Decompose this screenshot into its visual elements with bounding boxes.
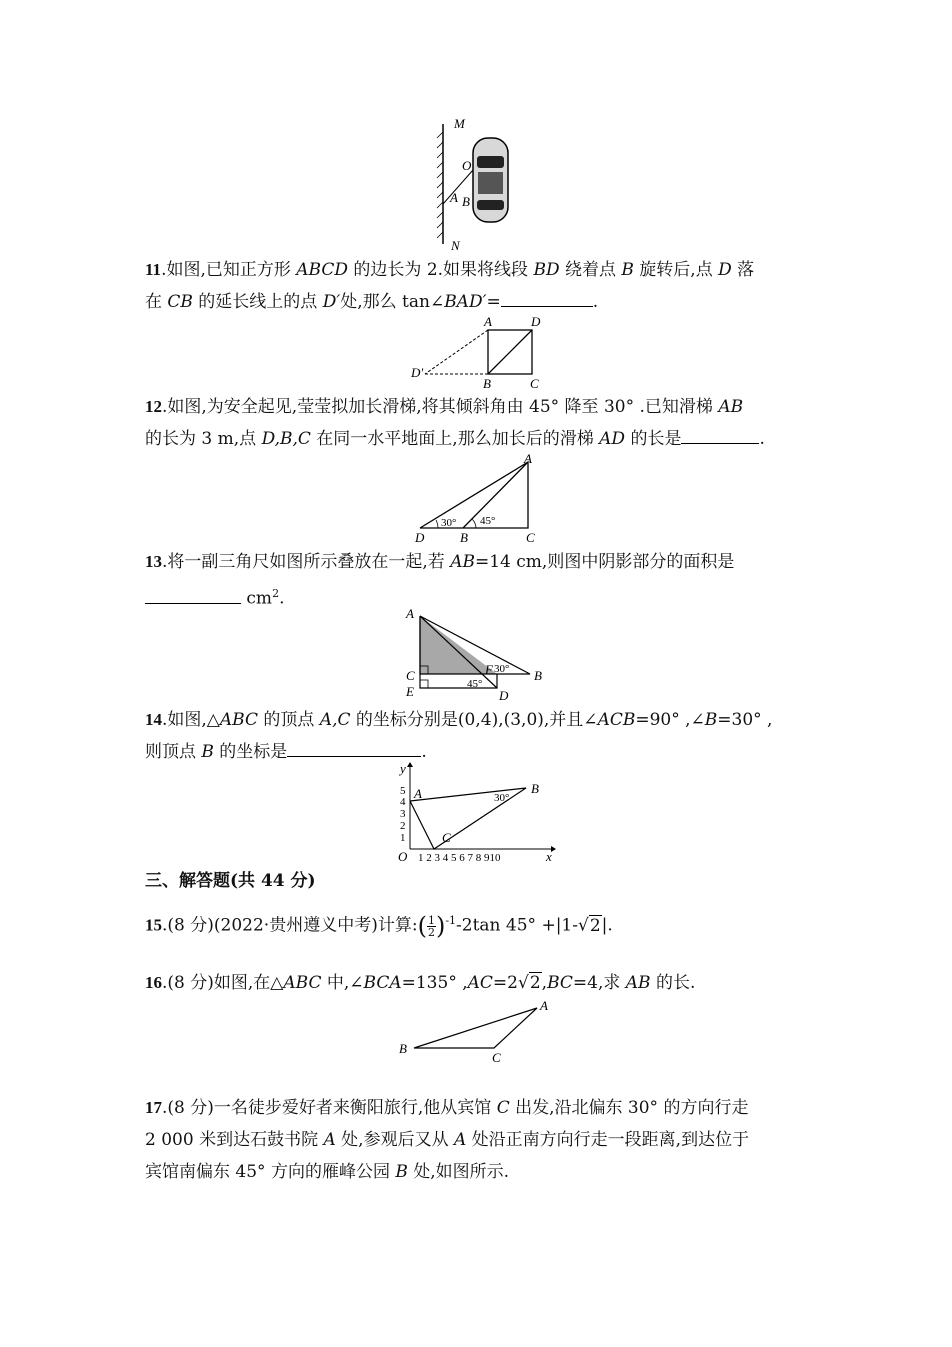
q11-text: 绕着点	[559, 260, 622, 280]
question-15	[145, 905, 810, 942]
angle-30-label: 30°	[494, 792, 510, 804]
q11-text: ABCD	[296, 260, 349, 280]
q13-text: .将一副三角尺如图所示叠放在一起,若	[162, 552, 451, 572]
q14-text: 的坐标分别是(0,4),(3,0),并且∠	[350, 710, 598, 730]
q14-text: A,C	[319, 710, 351, 730]
y-axis-label: y	[400, 761, 406, 776]
q12-answer-blank[interactable]	[681, 425, 759, 444]
q16-text: =4,求	[572, 973, 626, 993]
q17-line2	[145, 1124, 810, 1156]
question-12	[145, 391, 810, 455]
label-c: C	[530, 376, 539, 391]
q17-text: 宾馆南偏东 45° 方向的雁峰公园	[145, 1162, 396, 1182]
q11-text: 在	[145, 292, 168, 312]
q17-text: A	[453, 1130, 467, 1150]
label-c: C	[492, 1050, 501, 1065]
q14-text: =90° ,∠	[635, 710, 705, 730]
q17-number: 17	[145, 1098, 162, 1117]
label-d: D	[415, 530, 425, 545]
q15-sqrt-value: 2	[589, 915, 601, 936]
q11-text: 的边长为 2.如果将线段	[348, 260, 534, 280]
q15-number: 15	[145, 915, 162, 935]
y-tick-5: 5	[400, 785, 406, 797]
angle-30-label: 30°	[494, 663, 510, 675]
q14-text: ABC	[219, 710, 258, 730]
q12-text: AD	[599, 429, 626, 449]
question-11	[145, 254, 810, 318]
y-tick-3: 3	[400, 808, 406, 820]
q11-answer-blank[interactable]	[501, 288, 593, 307]
q11-text: CB	[167, 292, 193, 312]
q13-text: =14 cm,则图中阴影部分的面积是	[475, 552, 735, 572]
q16-text: =135° ,	[401, 973, 468, 993]
q11-text: BAD′	[444, 292, 487, 312]
q17-text: 出发,沿北偏东 30° 的方向行走	[509, 1098, 749, 1118]
q11-text: 处,那么 tan∠	[340, 292, 445, 312]
q15-text: |.	[601, 915, 613, 936]
q12-text: 在同一水平地面上,那么加长后的滑梯	[310, 429, 600, 449]
q14-text: 的顶点	[257, 710, 320, 730]
label-a: A	[540, 998, 548, 1013]
question-16	[145, 967, 810, 999]
section-3-title: 三、解答题(共 44 分)	[145, 871, 316, 891]
q13-unit-sup: 2	[272, 587, 280, 600]
square-figure	[405, 312, 555, 392]
q11-text: D′	[322, 292, 341, 312]
q15-line1	[145, 905, 810, 942]
q11-text: 落	[731, 260, 755, 280]
q16-text: .(8 分)如图,在△	[162, 973, 284, 993]
q11-line1	[145, 254, 810, 286]
q17-line3	[145, 1156, 810, 1188]
q14-text: B	[201, 742, 214, 762]
label-c: C	[442, 830, 451, 845]
label-c: C	[526, 530, 535, 545]
q17-text: 处,参观后又从	[335, 1130, 454, 1150]
angle-30-label: 30°	[441, 517, 457, 529]
q16-text: =2	[492, 973, 518, 993]
q16-number: 16	[145, 973, 162, 992]
q14-text: 则顶点	[145, 742, 202, 762]
q15-frac-top: 1	[427, 913, 435, 927]
q16-text: BC	[547, 973, 573, 993]
q15-fraction	[427, 915, 436, 938]
label-d: D	[531, 314, 541, 329]
car-wall-figure	[425, 112, 525, 254]
obtuse-triangle-figure	[394, 996, 559, 1068]
label-a: A	[450, 190, 458, 205]
label-b: B	[483, 376, 491, 391]
label-f: F	[485, 662, 493, 677]
q11-text: =	[486, 292, 501, 312]
x-axis-label: x	[546, 849, 552, 864]
q15-text: .(8 分)(2022·贵州遵义中考)计算:	[162, 915, 418, 936]
q15-text: -2tan 45° +|1-	[456, 915, 578, 936]
q12-text: 的长是	[625, 429, 682, 449]
q12-line1	[145, 391, 810, 423]
q16-line1	[145, 967, 810, 999]
q12-text: 的长为 3 m,点	[145, 429, 262, 449]
q17-line1	[145, 1092, 810, 1124]
q16-text: AB	[625, 973, 651, 993]
q17-text: B	[395, 1162, 408, 1182]
coordinate-figure	[396, 761, 561, 865]
q16-text: 中,∠	[321, 973, 364, 993]
label-b: B	[399, 1041, 407, 1056]
q13-number: 13	[145, 552, 162, 571]
q13-text: .	[279, 588, 285, 609]
y-tick-1: 1	[400, 832, 406, 844]
q17-text: .(8 分)一名徒步爱好者来衡阳旅行,他从宾馆	[162, 1098, 497, 1118]
q11-text: .如图,已知正方形	[161, 260, 297, 280]
q16-sqrt: √2	[517, 973, 541, 993]
q11-text: D	[718, 260, 732, 280]
question-14	[145, 704, 810, 768]
q12-text: .如图,为安全起见,莹莹拟加长滑梯,将其倾斜角由 45° 降至 30° .已知滑梯	[162, 397, 719, 417]
q14-text: B	[704, 710, 718, 730]
q13-unit: cm	[246, 588, 273, 609]
q11-text: B	[621, 260, 634, 280]
q13-line1	[145, 546, 810, 578]
q17-text: C	[496, 1098, 510, 1118]
q14-text: ACB	[597, 710, 636, 730]
q16-text: BCA	[363, 973, 402, 993]
label-o: O	[462, 158, 472, 173]
triangle-rulers-figure	[402, 604, 562, 706]
origin-label: O	[398, 849, 408, 864]
q15-sqrt: √2	[577, 915, 601, 936]
label-b: B	[534, 668, 542, 683]
q11-text: .	[592, 292, 599, 312]
q15-frac-bottom: 2	[427, 925, 435, 939]
y-tick-4: 4	[400, 796, 406, 808]
q15-paren-close: )	[435, 912, 446, 941]
q17-text: A	[323, 1130, 336, 1150]
question-17	[145, 1092, 810, 1188]
label-a: A	[524, 451, 532, 466]
q14-line1	[145, 704, 810, 736]
q13-answer-blank[interactable]	[145, 585, 241, 604]
q14-number: 14	[145, 710, 162, 729]
angle-45-label: 45°	[480, 515, 496, 527]
label-b: B	[531, 781, 539, 796]
label-a: A	[484, 314, 492, 329]
label-n: N	[451, 238, 460, 253]
q17-text: 2 000 米到达石鼓书院	[145, 1130, 324, 1150]
y-tick-2: 2	[400, 820, 406, 832]
label-d: D	[499, 688, 509, 703]
q14-answer-blank[interactable]	[287, 738, 421, 757]
q13-text: AB	[450, 552, 475, 572]
q16-sqrt-value: 2	[529, 973, 541, 993]
q17-text: 处沿正南方向行走一段距离,到达位于	[466, 1130, 750, 1150]
q16-text: ,	[541, 973, 548, 993]
q11-text: BD	[533, 260, 560, 280]
q16-text: 的长.	[650, 973, 696, 993]
q15-paren-open: (	[417, 912, 427, 941]
q16-text: AC	[467, 973, 493, 993]
q12-number: 12	[145, 397, 162, 416]
x-tick-labels: 1 2 3 4 5 6 7 8 910	[418, 852, 501, 864]
q12-text: AB	[718, 397, 744, 417]
q12-text: .	[759, 429, 765, 449]
q16-text: ABC	[283, 973, 322, 993]
label-b: B	[462, 194, 470, 209]
q14-text: .如图,△	[162, 710, 220, 730]
label-m: M	[454, 116, 465, 131]
q15-exponent: -1	[445, 914, 457, 927]
q11-number: 11	[145, 260, 162, 279]
q14-text: .	[421, 742, 427, 762]
q11-text: 的延长线上的点	[192, 292, 323, 312]
label-a: A	[406, 606, 414, 621]
label-e: E	[406, 684, 414, 699]
angle-45-label: 45°	[467, 678, 483, 690]
label-c: C	[406, 668, 415, 683]
q14-text: 的坐标是	[213, 742, 288, 762]
label-a: A	[414, 786, 422, 801]
q12-text: D,B,C	[261, 429, 311, 449]
label-b: B	[460, 530, 468, 545]
slide-figure	[408, 450, 558, 546]
q14-text: =30° ,	[717, 710, 773, 730]
q11-text: 旋转后,点	[633, 260, 719, 280]
label-d-prime: D′	[411, 365, 424, 380]
q17-text: 处,如图所示.	[407, 1162, 510, 1182]
